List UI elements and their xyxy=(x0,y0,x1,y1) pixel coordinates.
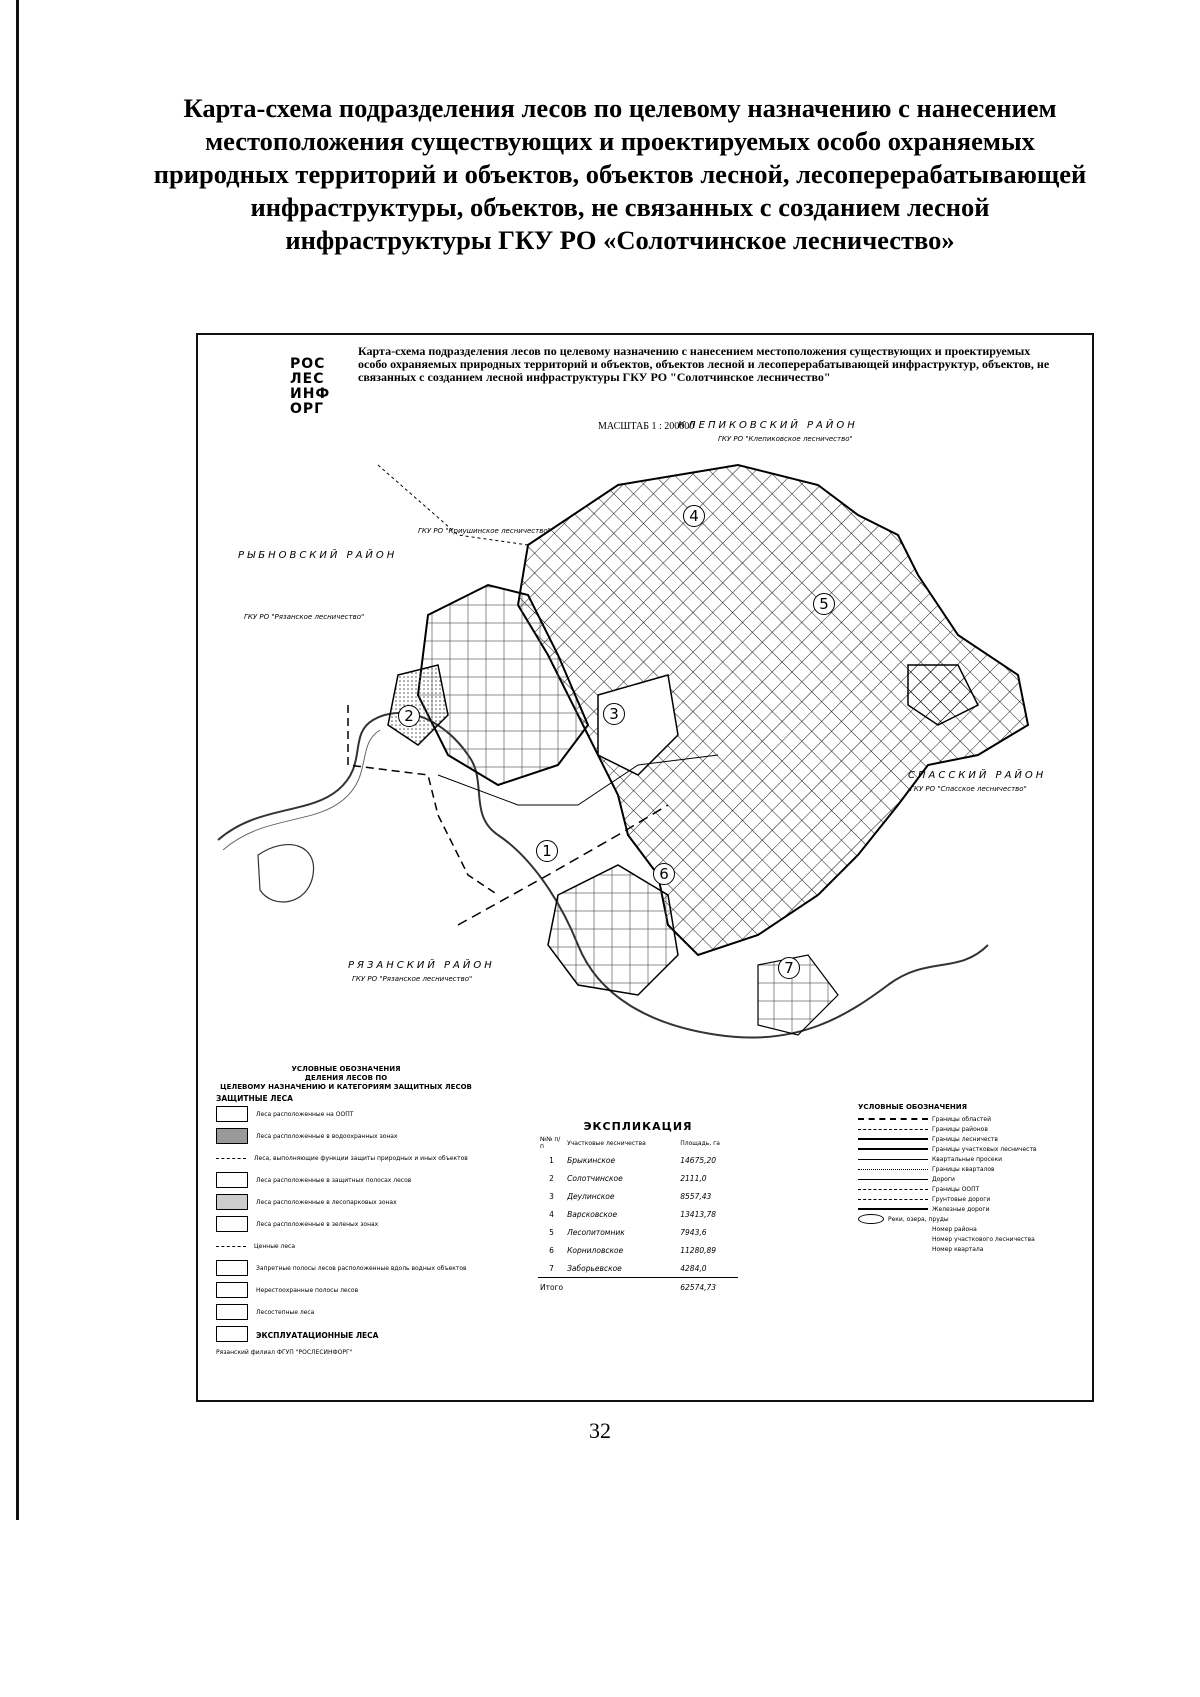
legend-swatch xyxy=(216,1246,246,1247)
forest-grid-south xyxy=(548,865,678,995)
forest-map xyxy=(196,333,1094,1402)
legend-item xyxy=(216,1301,476,1323)
legend-symbol xyxy=(858,1114,1048,1124)
table-row xyxy=(538,1259,738,1278)
logo-text: РОС xyxy=(290,356,326,372)
explication-table xyxy=(538,1120,738,1296)
legend-item xyxy=(216,1147,476,1169)
column-header: Площадь, га xyxy=(680,1139,720,1147)
legend-label: Границы кварталов xyxy=(932,1165,995,1173)
explication-grid xyxy=(538,1135,738,1296)
legend-heading: УСЛОВНЫЕ ОБОЗНАЧЕНИЯ xyxy=(291,1065,401,1073)
legend-line xyxy=(858,1179,928,1180)
row-name: Лесопитомник xyxy=(567,1227,625,1237)
forestry-label-klepiki: ГКУ РО "Клепиковское лесничество" xyxy=(718,435,853,443)
legend-label: Леса расположенные на ООПТ xyxy=(256,1110,354,1118)
legend-symbol xyxy=(858,1164,1048,1174)
legend-label: Реки, озера, пруды xyxy=(888,1215,949,1223)
legend-label: Номер района xyxy=(932,1225,977,1233)
forestry-label-ryazan-south: ГКУ РО "Рязанское лесничество" xyxy=(352,975,473,983)
row-area: 2111,0 xyxy=(680,1173,707,1183)
legend-label: Грунтовые дороги xyxy=(932,1195,991,1203)
legend-map-symbols xyxy=(858,1103,1048,1254)
map-title: Карта-схема подразделения лесов по целевому назначению с нанесением местоположения существующих и проектируемых особо охраняемых природных территорий и объектов, объектов лесной и лесоперерабатывающей инфраструктур, объектов, не связанных с созданием лесной инфраструктуры ГКУ РО "Солотчинское лесничество" xyxy=(358,344,1050,384)
legend-item xyxy=(216,1191,476,1213)
legend-item xyxy=(216,1257,476,1279)
legend-line xyxy=(858,1118,928,1120)
legend-line xyxy=(858,1199,928,1200)
row-number: 3 xyxy=(549,1191,554,1201)
legend-footer: Рязанский филиал ФГУП "РОСЛЕСИНФОРГ" xyxy=(216,1349,353,1356)
zone-number: 6 xyxy=(653,863,675,885)
forestry-label-kriusha: ГКУ РО "Криушинское лесничество" xyxy=(418,527,551,535)
legend-swatch xyxy=(216,1106,248,1122)
row-number: 5 xyxy=(549,1227,554,1237)
legend-exploitation-title: ЭКСПЛУАТАЦИОННЫЕ ЛЕСА xyxy=(256,1330,379,1340)
legend-right-heading: УСЛОВНЫЕ ОБОЗНАЧЕНИЯ xyxy=(858,1103,967,1111)
table-total-row xyxy=(538,1278,738,1297)
legend-symbol xyxy=(858,1214,1048,1224)
table-row xyxy=(538,1205,738,1223)
legend-line xyxy=(858,1138,928,1140)
legend-heading: ЦЕЛЕВОМУ НАЗНАЧЕНИЮ И КАТЕГОРИЯМ ЗАЩИТНЫХ ЛЕСОВ xyxy=(220,1083,472,1091)
legend-swatch xyxy=(216,1304,248,1320)
legend-label: Леса, выполняющие функции защиты природных и иных объектов xyxy=(254,1154,468,1162)
legend-label: Леса расположенные в водоохранных зонах xyxy=(256,1132,398,1140)
column-header: Участковые лесничества xyxy=(567,1139,646,1147)
legend-heading: ДЕЛЕНИЯ ЛЕСОВ ПО xyxy=(304,1074,388,1082)
legend-label: Границы ООПТ xyxy=(932,1185,980,1193)
table-header xyxy=(538,1135,738,1151)
logo-text: ИНФ xyxy=(290,386,331,402)
row-name: Деулинское xyxy=(567,1191,615,1201)
legend-line xyxy=(858,1189,928,1190)
legend-line xyxy=(858,1159,928,1160)
legend-symbol xyxy=(858,1184,1048,1194)
region-label-spassk: СПАССКИЙ РАЙОН xyxy=(908,770,1047,781)
explication-title: ЭКСПЛИКАЦИЯ xyxy=(583,1120,693,1133)
legend-label: Леса расположенные в защитных полосах лесов xyxy=(256,1176,412,1184)
legend-label: Запретные полосы лесов расположенные вдоль водных объектов xyxy=(256,1264,467,1272)
legend-label: Номер квартала xyxy=(932,1245,984,1253)
map-scale: МАСШТАБ 1 : 200000 xyxy=(598,421,695,432)
row-area: 4284,0 xyxy=(680,1263,707,1273)
legend-label: Леса расположенные в зеленых зонах xyxy=(256,1220,379,1228)
legend-symbol xyxy=(858,1244,1048,1254)
rosleinforg-logo xyxy=(260,355,340,425)
legend-label: Нерестоохранные полосы лесов xyxy=(256,1286,359,1294)
row-name: Заборьевское xyxy=(567,1263,622,1273)
column-header: №№ п/п xyxy=(540,1136,561,1150)
legend-symbol xyxy=(858,1134,1048,1144)
logo-text: ОРГ xyxy=(290,401,325,417)
legend-swatch xyxy=(216,1172,248,1188)
legend-label: Границы лесничеств xyxy=(932,1135,998,1143)
region-label-klepiki: КЛЕПИКОВСКИЙ РАЙОН xyxy=(678,420,858,431)
legend-item xyxy=(216,1103,476,1125)
legend-protective-title: ЗАЩИТНЫЕ ЛЕСА xyxy=(216,1094,293,1103)
forestry-label-ryazan-north: ГКУ РО "Рязанское лесничество" xyxy=(244,613,365,621)
row-number: 4 xyxy=(549,1209,554,1219)
table-row xyxy=(538,1223,738,1241)
legend-swatch xyxy=(216,1282,248,1298)
legend-symbol xyxy=(858,1174,1048,1184)
region-label-ryazan: РЯЗАНСКИЙ РАЙОН xyxy=(348,960,495,971)
page-number: 32 xyxy=(589,1418,611,1443)
row-number: 7 xyxy=(549,1263,554,1273)
total-area: 62574,73 xyxy=(678,1278,738,1297)
legend-symbol xyxy=(858,1204,1048,1214)
row-area: 11280,89 xyxy=(680,1245,717,1255)
row-area: 8557,43 xyxy=(680,1191,712,1201)
legend-label: Железные дороги xyxy=(932,1205,990,1213)
legend-symbol xyxy=(858,1234,1048,1244)
legend-label: Границы районов xyxy=(932,1125,988,1133)
region-label-rybnoe: РЫБНОВСКИЙ РАЙОН xyxy=(238,550,398,561)
legend-item xyxy=(216,1235,476,1257)
legend-line xyxy=(858,1148,928,1150)
legend-label: Дороги xyxy=(932,1175,955,1183)
legend-label: Ценные леса xyxy=(254,1242,296,1250)
row-number: 2 xyxy=(549,1173,554,1183)
legend-item xyxy=(216,1323,476,1345)
legend-item xyxy=(216,1279,476,1301)
legend-item xyxy=(216,1213,476,1235)
legend-label: Границы областей xyxy=(932,1115,991,1123)
legend-swatch xyxy=(216,1260,248,1276)
table-row xyxy=(538,1241,738,1259)
legend-item xyxy=(216,1169,476,1191)
legend-symbol xyxy=(858,1194,1048,1204)
page-left-border xyxy=(16,0,19,1520)
row-number: 6 xyxy=(549,1245,554,1255)
row-name: Корниловское xyxy=(567,1245,624,1255)
legend-label: Номер участкового лесничества xyxy=(932,1235,1035,1243)
zone-number: 1 xyxy=(536,840,558,862)
legend-item xyxy=(216,1125,476,1147)
row-number: 1 xyxy=(549,1155,554,1165)
legend-swatch xyxy=(216,1128,248,1144)
legend-symbol xyxy=(858,1154,1048,1164)
table-row xyxy=(538,1169,738,1187)
river-bank xyxy=(223,730,380,850)
row-name: Варсковское xyxy=(567,1209,618,1219)
legend-label: Границы участковых лесничеств xyxy=(932,1145,1037,1153)
legend-label: Квартальные просеки xyxy=(932,1155,1002,1163)
legend-swatch xyxy=(216,1326,248,1342)
row-name: Солотчинское xyxy=(567,1173,623,1183)
legend-label: Леса расположенные в лесопарковых зонах xyxy=(256,1198,397,1206)
legend-line xyxy=(858,1214,884,1224)
zone-number: 2 xyxy=(398,705,420,727)
legend-swatch xyxy=(216,1158,246,1159)
forestry-label-spassk: ГКУ РО "Спасское лесничество" xyxy=(910,785,1027,793)
legend-line xyxy=(858,1169,928,1170)
legend-line xyxy=(858,1208,928,1210)
total-label: Итого xyxy=(538,1278,565,1297)
table-row xyxy=(538,1187,738,1205)
lake xyxy=(258,845,314,902)
row-area: 14675,20 xyxy=(680,1155,717,1165)
zone-number: 5 xyxy=(813,593,835,615)
page-title: Карта-схема подразделения лесов по целевому назначению с нанесением местоположения существующих и проектируемых особо охраняемых природных территорий и объектов, объектов лесной, лесоперерабатывающей инфраструктуры, объектов, не связанных с созданием лесной инфраструктуры ГКУ РО «Солотчинское лесничество» xyxy=(153,93,1087,255)
legend-symbol xyxy=(858,1224,1048,1234)
zone-number: 7 xyxy=(778,957,800,979)
logo-text: ЛЕС xyxy=(290,371,325,387)
row-area: 13413,78 xyxy=(680,1209,717,1219)
table-row xyxy=(538,1151,738,1169)
zone-number: 3 xyxy=(603,703,625,725)
total-spacer xyxy=(565,1278,678,1297)
legend-label: Лесостепные леса xyxy=(256,1308,315,1316)
legend-forest-categories xyxy=(216,1065,476,1356)
row-area: 7943,6 xyxy=(680,1227,707,1237)
row-name: Брыкинское xyxy=(567,1155,616,1165)
legend-line xyxy=(858,1129,928,1130)
legend-swatch xyxy=(216,1216,248,1232)
legend-symbol xyxy=(858,1144,1048,1154)
legend-swatch xyxy=(216,1194,248,1210)
zone-number: 4 xyxy=(683,505,705,527)
legend-symbol xyxy=(858,1124,1048,1134)
